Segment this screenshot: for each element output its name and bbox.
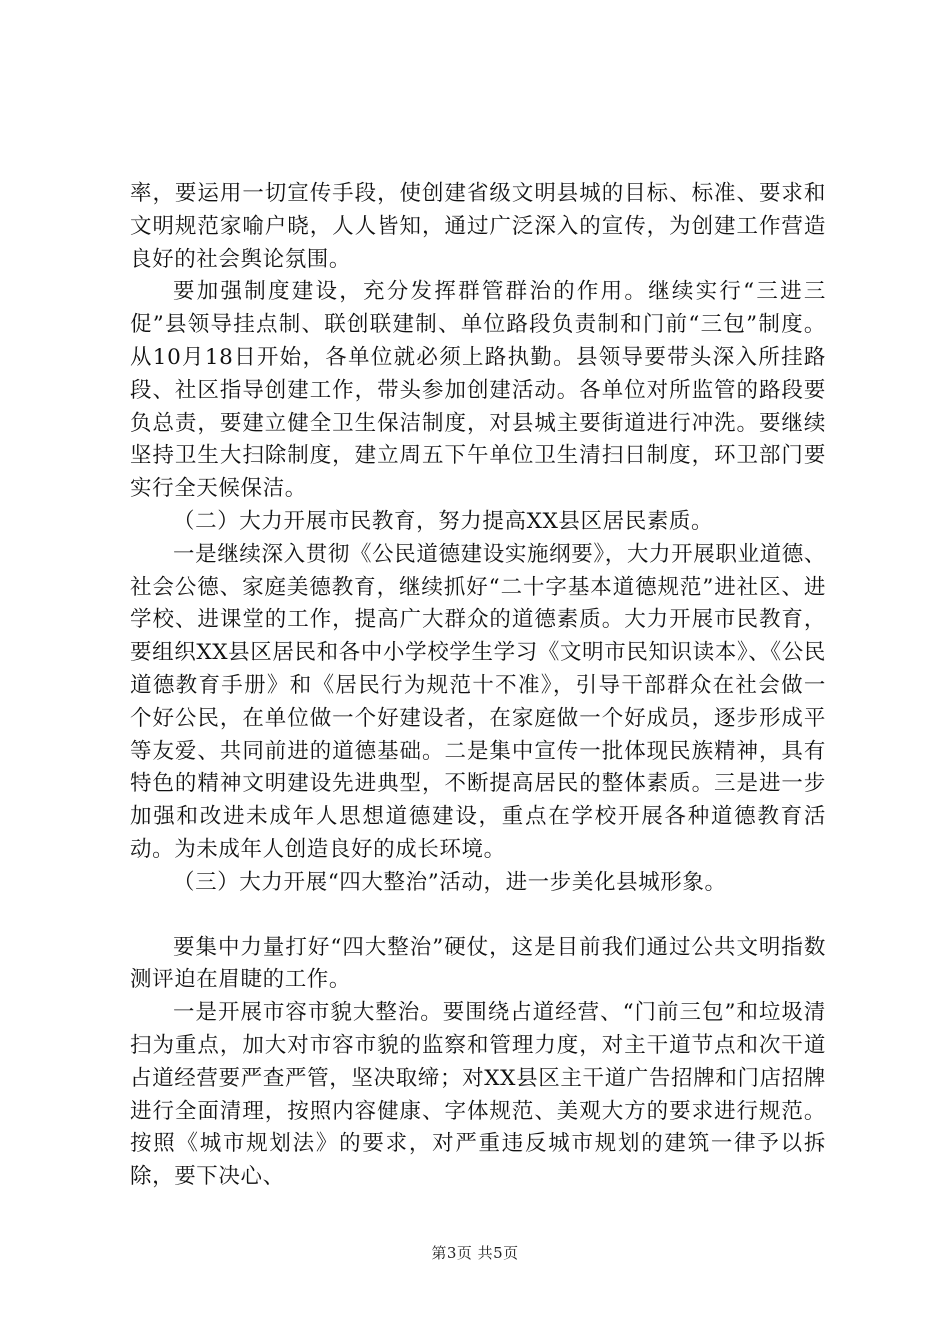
page-number-footer: 第3页 共5页 [431,1244,519,1262]
paragraph-system-building: 要加强制度建设，充分发挥群管群治的作用。继续实行“三进三促”县领导挂点制、联创联建制、单位路段负责制和门前“三包”制度。从10月18日开始，各单位就必须上路执勤。县领导要带头深入所挂路段、社区指导创建工作，带头参加创建活动。各单位对所监管的路段要负总责，要建立健全卫生保洁制度，对县城主要街道进行冲洗。要继续坚持卫生大扫除制度，建立周五下午单位卫生清扫日制度，环卫部门要实行全天候保洁。 [130,279,826,502]
paragraph-citizen-education: 一是继续深入贯彻《公民道德建设实施纲要》，大力开展职业道德、社会公德、家庭美德教育，继续抓好“二十字基本道德规范”进社区、进学校、进课堂的工作，提高广大群众的道德素质。大力开展市民教育，要组织XX县区居民和各中小学校学生学习《文明市民知识读本》、《公民道德教育手册》和《居民行为规范十不准》，引导干部群众在社会做一个好公民，在单位做一个好建设者，在家庭做一个好成员，逐步形成平等友爱、共同前进的道德基础。二是集中宣传一批体现民族精神，具有特色的精神文明建设先进典型，不断提高居民的整体素质。三是进一步加强和改进未成年人思想道德建设，重点在学校开展各种道德教育活动。为未成年人创造良好的成长环境。 [130,541,826,862]
paragraph-gap [130,900,826,932]
paragraph-continuation: 率，要运用一切宣传手段，使创建省级文明县城的目标、标准、要求和文明规范家喻户晓，人人皆知，通过广泛深入的宣传，为创建工作营造良好的社会舆论氛围。 [130,181,826,272]
section-heading-2: （二）大力开展市民教育，努力提高XX县区居民素质。 [173,508,714,534]
section-heading-3: （三）大力开展“四大整治”活动，进一步美化县城形象。 [173,869,727,895]
document-body [130,178,826,1194]
paragraph-city-appearance: 一是开展市容市貌大整治。要围绕占道经营、“门前三包”和垃圾清扫为重点，加大对市容市貌的监察和管理力度，对主干道节点和次干道占道经营要严查严管，坚决取缔；对XX县区主干道广告招牌和门店招牌进行全面清理，按照内容健康、字体规范、美观大方的要求进行规范。按照《城市规划法》的要求，对严重违反城市规划的建筑一律予以拆除，要下决心、 [130,1000,826,1190]
paragraph-four-rectifications: 要集中力量打好“四大整治”硬仗，这是目前我们通过公共文明指数测评迫在眉睫的工作。 [130,934,826,993]
